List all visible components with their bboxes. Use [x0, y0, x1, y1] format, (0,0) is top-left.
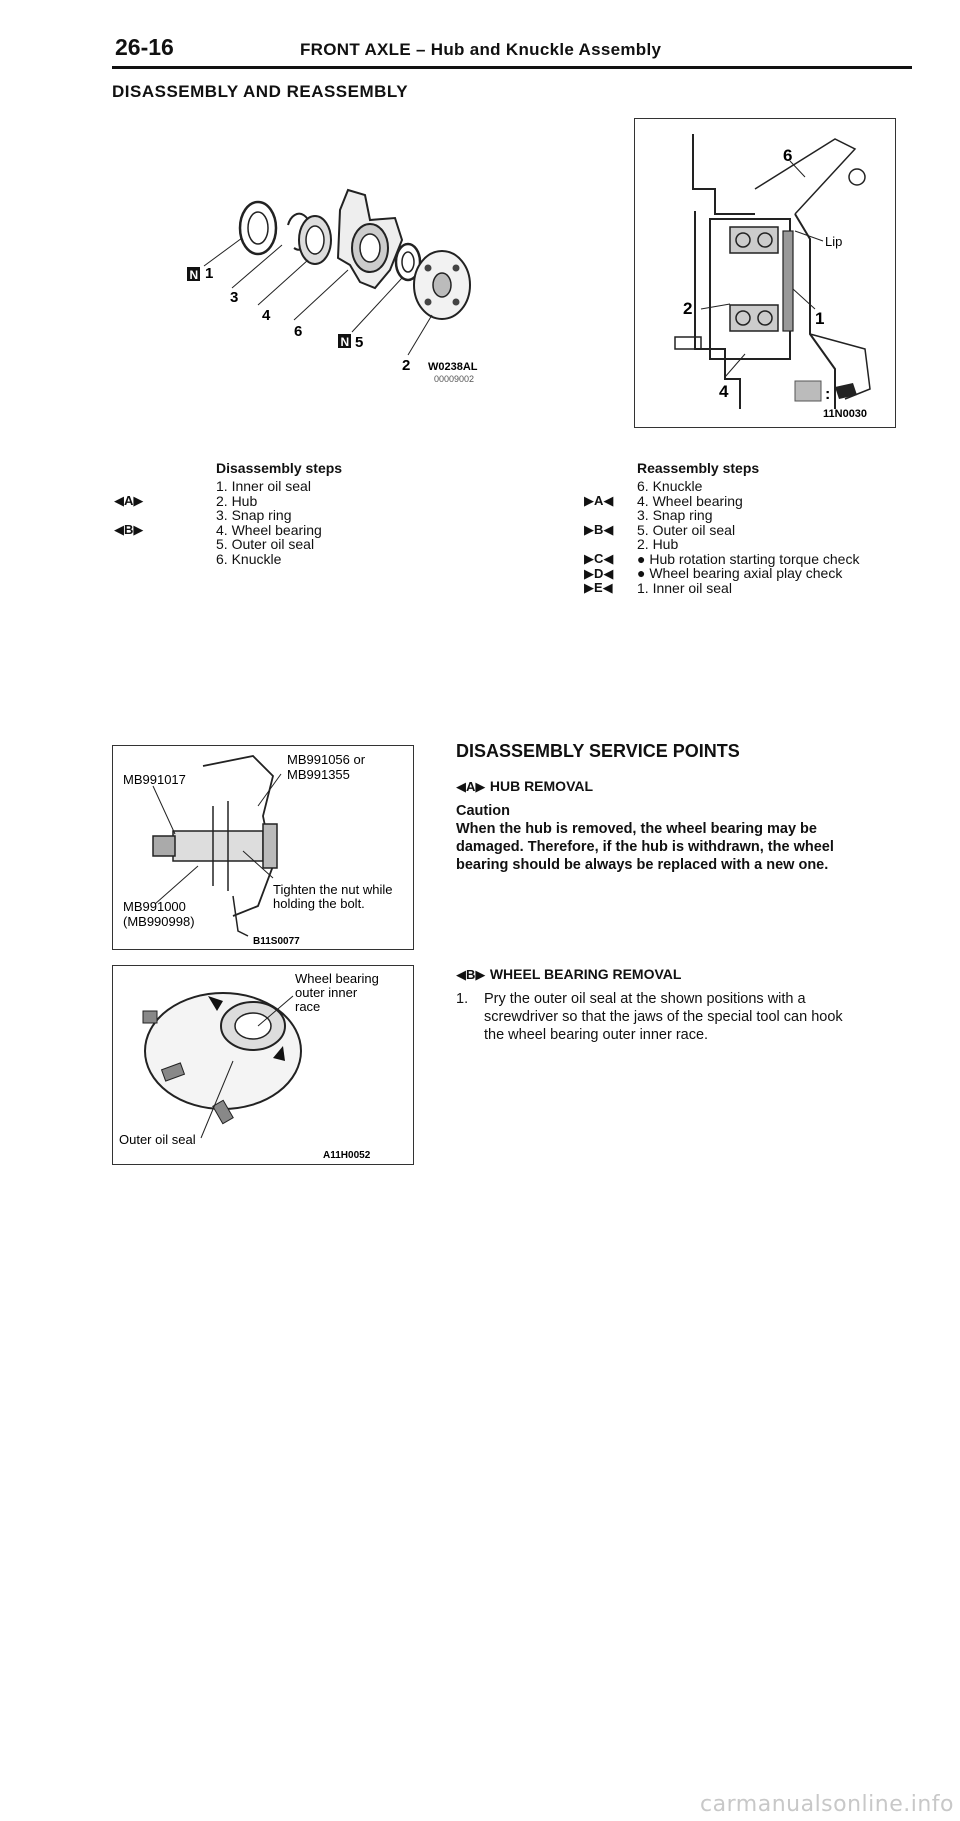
- lip-label: Lip: [825, 234, 843, 249]
- callout-2: 2: [683, 299, 693, 318]
- callout-3: 3: [230, 289, 239, 306]
- tool-label-mb990998: (MB990998): [123, 914, 195, 929]
- figure-code: B11S0077: [253, 936, 300, 947]
- bearing-label-line2: outer inner: [295, 985, 358, 1000]
- reassembly-step: 4. Wheel bearing: [637, 492, 743, 509]
- caution-text-line: damaged. Therefore, if the hub is withdrawn, the wheel: [456, 839, 834, 855]
- svg-text::: :: [825, 386, 831, 403]
- caution-text-line: bearing should be always be replaced with a new one.: [456, 857, 829, 873]
- callout-1: 1: [815, 309, 825, 328]
- reassembly-step: ● Wheel bearing axial play check: [637, 565, 843, 581]
- callout-2: 2: [402, 357, 411, 374]
- instruction-label-line2: holding the bolt.: [273, 896, 365, 911]
- callout-4: 4: [719, 382, 729, 401]
- bearing-removal-step-text: [484, 990, 909, 1044]
- service-mark-a: ◀A▶: [114, 493, 144, 508]
- caution-block: [456, 802, 908, 874]
- new-part-mark-1-text: N: [189, 268, 199, 282]
- figure-subcode: 00009002: [434, 374, 475, 384]
- new-part-mark-2-text: N: [340, 335, 350, 349]
- caution-label: Caution: [456, 803, 510, 819]
- tool-label-mb991017: MB991017: [123, 772, 186, 787]
- bearing-removal-heading: [456, 966, 681, 984]
- header-rule: [112, 66, 912, 69]
- disassembly-step: 1. Inner oil seal: [216, 478, 311, 494]
- disassembly-step: 3. Snap ring: [216, 507, 292, 523]
- bearing-removal-title: WHEEL BEARING REMOVAL: [489, 966, 682, 982]
- service-mark-d: ▶D◀: [584, 566, 614, 581]
- page-header-title: FRONT AXLE – Hub and Knuckle Assembly: [300, 40, 662, 59]
- outer-oil-seal-drawing: [113, 966, 412, 1163]
- exploded-view-drawing: [170, 170, 560, 410]
- service-mark-a: ◀A▶: [456, 779, 486, 794]
- instruction-label-line1: Tighten the nut while: [273, 882, 393, 897]
- callout-4: 4: [262, 307, 271, 324]
- tool-label-mb991056: MB991056 or: [287, 752, 366, 767]
- tool-label-mb991355: MB991355: [287, 767, 350, 782]
- step-text-line: Pry the outer oil seal at the shown positions with a: [484, 991, 806, 1007]
- step-text-line: the wheel bearing outer inner race.: [484, 1027, 709, 1043]
- figure-code: W0238AL: [428, 361, 478, 373]
- service-mark-b: ◀B▶: [114, 522, 144, 537]
- callout-6: 6: [294, 323, 303, 340]
- outer-oil-seal-figure: [112, 965, 414, 1165]
- reassembly-step: 5. Outer oil seal: [637, 521, 736, 538]
- caution-text-line: When the hub is removed, the wheel bearing may be: [456, 821, 817, 837]
- reassembly-step: 1. Inner oil seal: [637, 579, 732, 596]
- hub-removal-drawing: [113, 746, 412, 948]
- disassembly-steps-list: [216, 479, 322, 566]
- callout-5: 5: [355, 334, 364, 351]
- step-text-line: screwdriver so that the jaws of the special tool can hook: [484, 1009, 843, 1025]
- reassembly-step: 3. Snap ring: [637, 507, 713, 523]
- hub-removal-heading: [456, 778, 593, 796]
- hub-removal-figure: [112, 745, 414, 950]
- reassembly-step: ● Hub rotation starting torque check: [637, 550, 860, 567]
- footer-watermark: carmanualsonline.info: [700, 1792, 954, 1817]
- figure-code: 11N0030: [823, 408, 868, 420]
- service-mark-e: ▶E◀: [584, 580, 613, 595]
- tool-label-mb991000: MB991000: [123, 899, 186, 914]
- disassembly-steps-heading: Disassembly steps: [216, 460, 343, 476]
- outer-oil-seal-label: Outer oil seal: [119, 1132, 196, 1147]
- hub-removal-title: HUB REMOVAL: [489, 778, 594, 794]
- service-mark-a: ▶A◀: [584, 493, 614, 508]
- callout-6: 6: [783, 146, 793, 165]
- cross-section-drawing: [635, 119, 894, 426]
- exploded-view-figure: [170, 170, 560, 410]
- service-mark-b: ▶B◀: [584, 522, 614, 537]
- bearing-removal-step-number: 1.: [456, 991, 469, 1007]
- disassembly-step: 4. Wheel bearing: [216, 521, 322, 538]
- service-mark-c: ▶C◀: [584, 551, 614, 566]
- callout-1: 1: [205, 265, 214, 282]
- cross-section-figure: [634, 118, 896, 428]
- bearing-label-line3: race: [295, 999, 321, 1014]
- bearing-label-line1: Wheel bearing: [295, 971, 379, 986]
- reassembly-steps-list: [637, 479, 859, 595]
- page-number: 26-16: [115, 34, 174, 60]
- section-title: DISASSEMBLY AND REASSEMBLY: [112, 82, 409, 101]
- reassembly-step: 6. Knuckle: [637, 478, 703, 494]
- disassembly-step: 5. Outer oil seal: [216, 536, 315, 552]
- disassembly-step: 2. Hub: [216, 492, 258, 509]
- reassembly-steps-heading: Reassembly steps: [637, 460, 760, 476]
- figure-code: A11H0052: [323, 1150, 371, 1161]
- service-mark-b: ◀B▶: [456, 967, 486, 982]
- reassembly-step: 2. Hub: [637, 536, 679, 552]
- service-points-title: DISASSEMBLY SERVICE POINTS: [456, 741, 740, 761]
- disassembly-step: 6. Knuckle: [216, 550, 282, 567]
